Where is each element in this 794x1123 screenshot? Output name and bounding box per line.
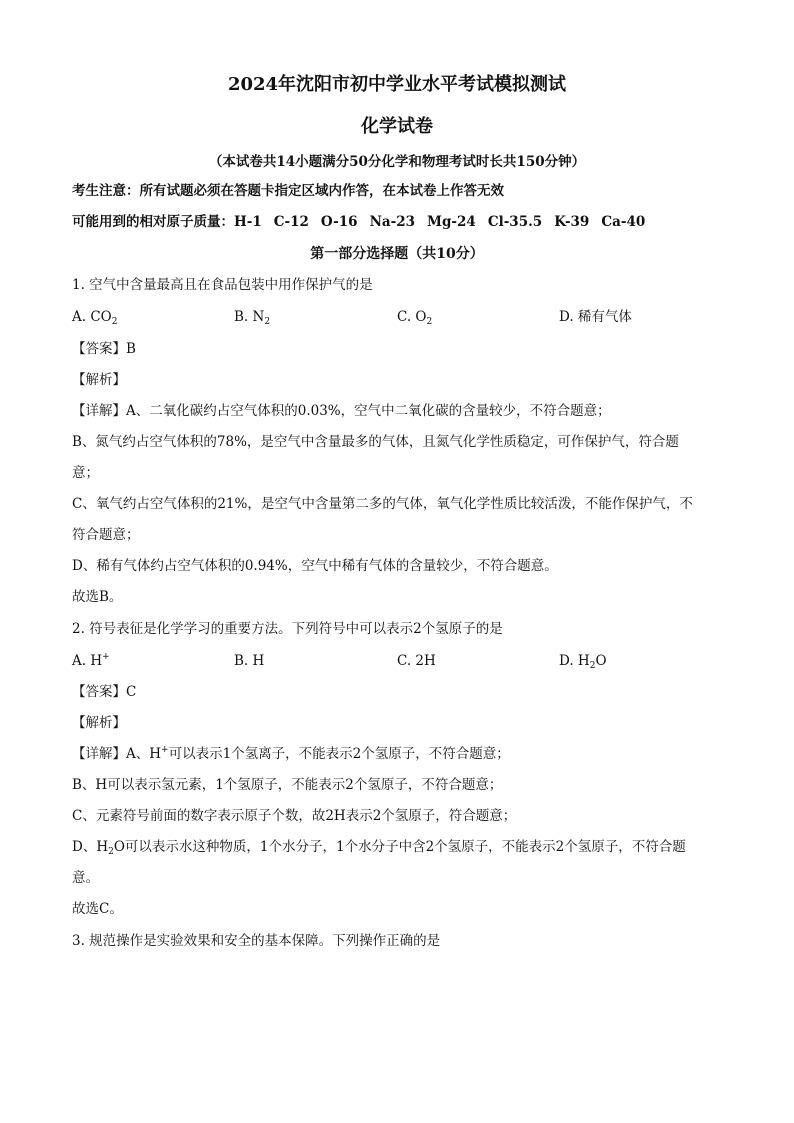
q1-detail-b-cont: 意； xyxy=(72,465,99,481)
q1-detail-c-cont: 符合题意； xyxy=(72,527,140,543)
atomic-mass-item: Na-23 xyxy=(369,214,416,230)
q1-option-c: C. $O_2$ xyxy=(397,309,433,327)
atomic-mass-item: C-12 xyxy=(273,214,309,230)
q1-detail-c: C、氧气约占空气体积的21%，是空气中含量第二多的气体，氧气化学性质比较活泼，不能作保护气，不 xyxy=(72,496,693,512)
q2-detail-d-cont: 意。 xyxy=(72,870,99,886)
subject-title: 化学试卷 xyxy=(361,116,433,137)
exam-notice: 考生注意：所有试题必须在答题卡指定区域内作答，在本试卷上作答无效 xyxy=(72,183,504,199)
exam-info: （本试卷共14小题满分50分化学和物理考试时长共150分钟） xyxy=(208,154,586,170)
q2-option-c: C. 2H xyxy=(397,653,436,669)
q1-conclusion: 故选B。 xyxy=(72,589,123,605)
q2-option-b: B. H xyxy=(234,653,265,669)
q2-detail-a: 【详解】A、H+可以表示1个氢离子，不能表示2个氢原子，不符合题意； xyxy=(72,745,510,762)
q2-detail-d: D、$H_2O$可以表示水这种物质，1个水分子，1个水分子中含2个氢原子，不能表示2个氢原子，不符合题 xyxy=(72,839,686,857)
atomic-mass-item: Ca-40 xyxy=(601,214,646,230)
q1-detail-d: D、稀有气体约占空气体积的0.94%，空气中稀有气体的含量较少，不符合题意。 xyxy=(72,558,558,574)
q1-detail-b: B、氮气约占空气体积的78%，是空气中含量最多的气体，且氮气化学性质稳定，可作保护气，符合题 xyxy=(72,434,679,450)
atomic-mass-label: 可能用到的相对原子质量： xyxy=(72,214,234,230)
q2-detail-c: C、元素符号前面的数字表示原子个数，故2H表示2个氢原子，符合题意； xyxy=(72,808,517,824)
q2-answer: 【答案】C xyxy=(72,684,137,700)
q2-option-a: A. H+ xyxy=(72,652,110,669)
atomic-mass-list xyxy=(72,213,657,231)
q1-option-b: B. $N_2$ xyxy=(234,309,271,327)
atomic-mass-item: Cl-35.5 xyxy=(487,214,543,230)
atomic-mass-item: O-16 xyxy=(320,214,358,230)
question-2-stem: 2. 符号表征是化学学习的重要方法。下列符号中可以表示2个氢原子的是 xyxy=(72,621,503,637)
atomic-mass-item: Mg-24 xyxy=(427,214,476,230)
exam-title: 2024年沈阳市初中学业水平考试模拟测试 xyxy=(227,74,567,95)
question-1-stem: 1. 空气中含量最高且在食品包装中用作保护气的是 xyxy=(72,277,373,293)
q1-answer: 【答案】B xyxy=(72,341,136,357)
atomic-mass-item: H-1 xyxy=(234,214,262,230)
q2-analysis-label: 【解析】 xyxy=(72,715,126,731)
q2-detail-b: B、H可以表示氢元素，1个氢原子，不能表示2个氢原子，不符合题意； xyxy=(72,777,503,793)
q1-detail-a: 【详解】A、二氧化碳约占空气体积的0.03%，空气中二氧化碳的含量较少，不符合题意； xyxy=(72,403,611,419)
q1-analysis-label: 【解析】 xyxy=(72,372,126,388)
q2-conclusion: 故选C。 xyxy=(72,901,123,917)
section-title: 第一部分选择题（共10分） xyxy=(310,246,484,262)
q1-option-d: D. 稀有气体 xyxy=(559,309,632,325)
atomic-mass-item: K-39 xyxy=(554,214,590,230)
q1-option-a: A. $CO_2$ xyxy=(72,309,118,327)
question-3-stem: 3. 规范操作是实验效果和安全的基本保障。下列操作正确的是 xyxy=(72,933,441,949)
q2-option-d: D. $H_2O$ xyxy=(559,653,607,671)
